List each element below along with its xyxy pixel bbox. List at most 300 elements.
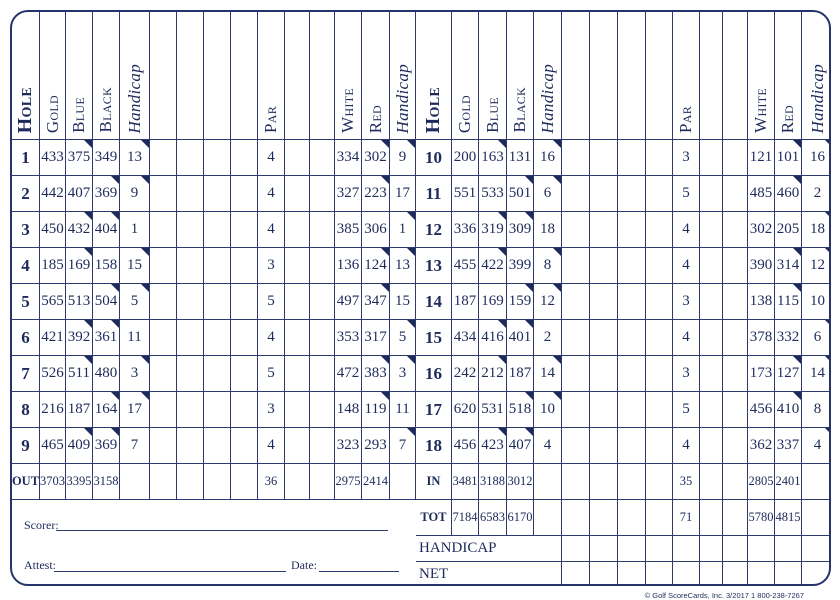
front-r3-c6[interactable] <box>177 248 204 284</box>
front-r7-c6[interactable] <box>177 392 204 428</box>
back-hole-cell <box>416 140 452 176</box>
attest-line[interactable] <box>54 571 286 572</box>
back-r2-c8[interactable] <box>646 212 673 248</box>
net-row-cell[interactable] <box>748 562 775 586</box>
back-header-14 <box>802 12 831 140</box>
front-hole-cell-text: 4 <box>21 255 30 275</box>
back-r10-c11[interactable] <box>723 500 748 536</box>
back-r7-c13-text: 410 <box>776 401 800 417</box>
front-r4-c7[interactable] <box>204 284 231 320</box>
front-hole-cell <box>12 248 40 284</box>
back-r7-c6[interactable] <box>590 392 618 428</box>
back-r4-c4-text: 12 <box>540 293 555 309</box>
back-r3-c13 <box>775 248 802 284</box>
back-header-13 <box>775 12 802 140</box>
back-r6-c12-text: 173 <box>749 365 773 381</box>
front-r4-c5[interactable] <box>150 284 177 320</box>
back-r5-c10[interactable] <box>700 320 723 356</box>
back-r10-c6[interactable] <box>590 500 618 536</box>
front-r5-c7[interactable] <box>204 320 231 356</box>
back-r0-c4 <box>534 140 562 176</box>
front-r2-c14 <box>390 212 416 248</box>
front-r4-c10[interactable] <box>285 284 310 320</box>
net-row-cell[interactable] <box>775 562 802 586</box>
back-r4-c12-text: 138 <box>749 293 773 309</box>
back-r3-c7[interactable] <box>618 248 646 284</box>
front-r9-c11[interactable] <box>310 464 335 500</box>
back-r7-c14-text: 8 <box>813 401 822 417</box>
front-r0-c11[interactable] <box>310 140 335 176</box>
back-r9-c11[interactable] <box>723 464 748 500</box>
front-r6-c3 <box>93 356 120 392</box>
front-r5-c12-text: 353 <box>336 329 360 345</box>
front-r3-c12 <box>335 248 362 284</box>
back-r1-c6[interactable] <box>590 176 618 212</box>
front-r1-c9-text: 4 <box>267 185 275 201</box>
front-r1-c13 <box>362 176 390 212</box>
front-r0-c8[interactable] <box>231 140 258 176</box>
front-r1-c10[interactable] <box>285 176 310 212</box>
front-r4-c9 <box>258 284 285 320</box>
back-r7-c5[interactable] <box>562 392 590 428</box>
front-r4-c3 <box>93 284 120 320</box>
stroke-marker-icon <box>381 356 389 364</box>
back-r6-c14-text: 14 <box>810 365 825 381</box>
back-r3-c11[interactable] <box>723 248 748 284</box>
front-r2-c8[interactable] <box>231 212 258 248</box>
back-r4-c2 <box>479 284 507 320</box>
back-r6-c8[interactable] <box>646 356 673 392</box>
back-r1-c7[interactable] <box>618 176 646 212</box>
stroke-marker-icon <box>84 140 92 148</box>
front-r3-c4 <box>120 248 150 284</box>
front-r9-c10[interactable] <box>285 464 310 500</box>
stroke-marker-icon <box>525 284 533 292</box>
handicap-row-cell[interactable] <box>802 536 831 562</box>
front-header-10 <box>285 12 310 140</box>
back-r8-c4 <box>534 428 562 464</box>
back-r10-c10[interactable] <box>700 500 723 536</box>
front-r2-c3-text: 404 <box>94 221 118 237</box>
stroke-marker-icon <box>407 248 415 256</box>
back-r7-c4 <box>534 392 562 428</box>
front-r0-c12 <box>335 140 362 176</box>
front-r8-c6[interactable] <box>177 428 204 464</box>
net-row-cell[interactable] <box>590 562 618 586</box>
stroke-marker-icon <box>825 248 831 256</box>
back-r3-c8[interactable] <box>646 248 673 284</box>
front-r7-c8[interactable] <box>231 392 258 428</box>
handicap-row-cell[interactable] <box>673 536 700 562</box>
back-r4-c11[interactable] <box>723 284 748 320</box>
handicap-row-cell[interactable] <box>618 536 646 562</box>
front-hole-cell-text: 3 <box>21 219 30 239</box>
stroke-marker-icon <box>498 320 506 328</box>
back-r9-c9 <box>673 464 700 500</box>
back-r10-c5[interactable] <box>562 500 590 536</box>
back-r9-c2 <box>479 464 507 500</box>
net-row-cell[interactable] <box>646 562 673 586</box>
front-r6-c13 <box>362 356 390 392</box>
back-r7-c1 <box>452 392 479 428</box>
stroke-marker-icon <box>84 356 92 364</box>
back-r7-c8[interactable] <box>646 392 673 428</box>
handicap-row-cell[interactable] <box>723 536 748 562</box>
front-r8-c2 <box>66 428 93 464</box>
back-r9-c1 <box>452 464 479 500</box>
front-r7-c14-text: 11 <box>395 401 410 417</box>
stroke-marker-icon <box>498 248 506 256</box>
front-r1-c5[interactable] <box>150 176 177 212</box>
back-r3-c4-text: 8 <box>543 257 552 273</box>
back-r9-c14[interactable] <box>802 464 831 500</box>
back-r9-c7[interactable] <box>618 464 646 500</box>
back-r3-c5[interactable] <box>562 248 590 284</box>
front-r6-c12-text: 472 <box>336 365 360 381</box>
back-r5-c3 <box>507 320 534 356</box>
front-r1-c4 <box>120 176 150 212</box>
front-r5-c6[interactable] <box>177 320 204 356</box>
back-r9-c6[interactable] <box>590 464 618 500</box>
back-r1-c3-text: 501 <box>508 185 532 201</box>
front-r8-c3-text: 369 <box>94 437 118 453</box>
back-r0-c11[interactable] <box>723 140 748 176</box>
back-r4-c13 <box>775 284 802 320</box>
front-r1-c6[interactable] <box>177 176 204 212</box>
front-r7-c9-text: 3 <box>267 401 275 417</box>
back-r8-c3 <box>507 428 534 464</box>
front-r3-c8[interactable] <box>231 248 258 284</box>
back-r4-c6[interactable] <box>590 284 618 320</box>
back-hole-cell-text: 12 <box>425 219 442 239</box>
back-r2-c6[interactable] <box>590 212 618 248</box>
front-header-5 <box>150 12 177 140</box>
back-r8-c8[interactable] <box>646 428 673 464</box>
front-r4-c9-text: 5 <box>267 293 275 309</box>
front-r1-c8[interactable] <box>231 176 258 212</box>
back-r7-c11[interactable] <box>723 392 748 428</box>
back-r7-c2 <box>479 392 507 428</box>
back-r9-c5[interactable] <box>562 464 590 500</box>
stroke-marker-icon <box>498 140 506 148</box>
stroke-marker-icon <box>553 140 561 148</box>
back-r5-c1 <box>452 320 479 356</box>
front-header-3 <box>93 12 120 140</box>
net-row-cell[interactable] <box>723 562 748 586</box>
front-r9-c13-text: 2414 <box>363 474 388 488</box>
front-r1-c7[interactable] <box>204 176 231 212</box>
front-r2-c7[interactable] <box>204 212 231 248</box>
front-r8-c11[interactable] <box>310 428 335 464</box>
back-r6-c10[interactable] <box>700 356 723 392</box>
front-r9-c13 <box>362 464 390 500</box>
front-r0-c9-text: 4 <box>267 149 275 165</box>
front-r2-c9 <box>258 212 285 248</box>
handicap-row-cell[interactable] <box>562 536 590 562</box>
front-r0-c10[interactable] <box>285 140 310 176</box>
front-r6-c13-text: 383 <box>364 365 387 381</box>
front-r6-c2 <box>66 356 93 392</box>
front-r7-c13-text: 119 <box>364 401 387 417</box>
front-r3-c7[interactable] <box>204 248 231 284</box>
back-r5-c11[interactable] <box>723 320 748 356</box>
front-hole-cell <box>12 356 40 392</box>
back-r6-c9-text: 3 <box>682 365 690 381</box>
scorer-line[interactable] <box>56 530 388 531</box>
front-r9-c5[interactable] <box>150 464 177 500</box>
back-r5-c8[interactable] <box>646 320 673 356</box>
back-r3-c10[interactable] <box>700 248 723 284</box>
front-r9-c4[interactable] <box>120 464 150 500</box>
front-r7-c10[interactable] <box>285 392 310 428</box>
back-header-8 <box>646 12 673 140</box>
back-r2-c12-text: 302 <box>749 221 773 237</box>
back-r9-c10[interactable] <box>700 464 723 500</box>
front-r9-c14[interactable] <box>390 464 416 500</box>
front-header-6 <box>177 12 204 140</box>
front-hole-cell <box>12 428 40 464</box>
front-r2-c6[interactable] <box>177 212 204 248</box>
front-header-9 <box>258 12 285 140</box>
back-r6-c5[interactable] <box>562 356 590 392</box>
front-r0-c3-text: 349 <box>94 149 118 165</box>
front-r7-c4-text: 17 <box>127 401 142 417</box>
back-header-4 <box>534 12 562 140</box>
back-r8-c7[interactable] <box>618 428 646 464</box>
net-row-cell[interactable] <box>673 562 700 586</box>
stroke-marker-icon <box>793 140 801 148</box>
front-r9-c8[interactable] <box>231 464 258 500</box>
back-r4-c1 <box>452 284 479 320</box>
front-r2-c1 <box>40 212 66 248</box>
net-row-cell[interactable] <box>700 562 723 586</box>
back-r1-c10[interactable] <box>700 176 723 212</box>
stroke-marker-icon <box>111 212 119 220</box>
front-r2-c5[interactable] <box>150 212 177 248</box>
back-r6-c2-text: 212 <box>481 365 504 381</box>
front-header-1 <box>40 12 66 140</box>
front-r9-c3-text: 3158 <box>93 474 119 488</box>
front-r9-c7[interactable] <box>204 464 231 500</box>
front-r7-c11[interactable] <box>310 392 335 428</box>
front-r7-c3-text: 164 <box>94 401 118 417</box>
front-r4-c2 <box>66 284 93 320</box>
front-r5-c11[interactable] <box>310 320 335 356</box>
front-r0-c6[interactable] <box>177 140 204 176</box>
stroke-marker-icon <box>793 248 801 256</box>
back-r5-c6[interactable] <box>590 320 618 356</box>
front-r6-c5[interactable] <box>150 356 177 392</box>
back-r2-c11[interactable] <box>723 212 748 248</box>
front-r2-c11[interactable] <box>310 212 335 248</box>
handicap-row-cell[interactable] <box>700 536 723 562</box>
handicap-row-cell[interactable] <box>590 536 618 562</box>
front-r7-c7[interactable] <box>204 392 231 428</box>
back-r6-c7[interactable] <box>618 356 646 392</box>
date-line[interactable] <box>319 571 399 572</box>
back-r1-c11[interactable] <box>723 176 748 212</box>
back-r7-c10[interactable] <box>700 392 723 428</box>
front-r4-c11[interactable] <box>310 284 335 320</box>
back-r10-c1-text: 7184 <box>452 510 478 524</box>
front-r5-c5[interactable] <box>150 320 177 356</box>
back-r3-c9 <box>673 248 700 284</box>
back-r0-c12-text: 121 <box>749 149 773 165</box>
front-r3-c10[interactable] <box>285 248 310 284</box>
back-header-0-text: Hole <box>422 86 444 133</box>
back-r2-c10[interactable] <box>700 212 723 248</box>
front-r8-c10[interactable] <box>285 428 310 464</box>
net-row-cell[interactable] <box>802 562 831 586</box>
back-r4-c5[interactable] <box>562 284 590 320</box>
front-hole-cell-text: OUT <box>11 474 40 488</box>
back-hole-cell-text: 11 <box>425 183 442 203</box>
front-r6-c7[interactable] <box>204 356 231 392</box>
back-r5-c7[interactable] <box>618 320 646 356</box>
back-r3-c6[interactable] <box>590 248 618 284</box>
back-r4-c14 <box>802 284 831 320</box>
front-r5-c3-text: 361 <box>94 329 118 345</box>
front-r6-c11[interactable] <box>310 356 335 392</box>
back-r4-c1-text: 187 <box>453 293 477 309</box>
back-r2-c9-text: 4 <box>682 221 690 237</box>
front-r0-c13 <box>362 140 390 176</box>
net-row-cell[interactable] <box>562 562 590 586</box>
front-r1-c12 <box>335 176 362 212</box>
front-r0-c4-text: 13 <box>127 149 142 165</box>
back-r7-c7[interactable] <box>618 392 646 428</box>
front-r3-c11[interactable] <box>310 248 335 284</box>
back-r6-c6[interactable] <box>590 356 618 392</box>
front-r8-c7[interactable] <box>204 428 231 464</box>
back-r10-c7[interactable] <box>618 500 646 536</box>
back-r9-c4[interactable] <box>534 464 562 500</box>
front-r6-c2-text: 511 <box>68 365 90 381</box>
stroke-marker-icon <box>84 428 92 436</box>
front-r1-c11[interactable] <box>310 176 335 212</box>
back-r4-c14-text: 10 <box>810 293 825 309</box>
front-r8-c5[interactable] <box>150 428 177 464</box>
front-r7-c1-text: 216 <box>41 401 64 417</box>
back-r10-c4[interactable] <box>534 500 562 536</box>
back-hole-cell-text: 16 <box>425 363 442 383</box>
front-r3-c5[interactable] <box>150 248 177 284</box>
front-r0-c1-text: 433 <box>41 149 64 165</box>
back-r1-c5[interactable] <box>562 176 590 212</box>
front-header-4-text: Handicap <box>124 63 144 133</box>
back-r0-c6[interactable] <box>590 140 618 176</box>
front-r0-c4 <box>120 140 150 176</box>
back-r8-c6[interactable] <box>590 428 618 464</box>
back-r0-c1 <box>452 140 479 176</box>
back-r4-c7[interactable] <box>618 284 646 320</box>
back-r4-c9 <box>673 284 700 320</box>
handicap-row-cell[interactable] <box>646 536 673 562</box>
back-r10-c14[interactable] <box>802 500 831 536</box>
back-r8-c12-text: 362 <box>749 437 773 453</box>
back-r8-c11[interactable] <box>723 428 748 464</box>
back-r0-c7[interactable] <box>618 140 646 176</box>
front-r4-c8[interactable] <box>231 284 258 320</box>
front-r0-c5[interactable] <box>150 140 177 176</box>
front-r4-c1-text: 565 <box>41 293 64 309</box>
back-r8-c5[interactable] <box>562 428 590 464</box>
back-r0-c10[interactable] <box>700 140 723 176</box>
back-r2-c12 <box>748 212 775 248</box>
back-r9-c1-text: 3481 <box>452 474 478 488</box>
back-r9-c8[interactable] <box>646 464 673 500</box>
front-header-8 <box>231 12 258 140</box>
back-r5-c5[interactable] <box>562 320 590 356</box>
front-r2-c4 <box>120 212 150 248</box>
back-r8-c10[interactable] <box>700 428 723 464</box>
front-r4-c14 <box>390 284 416 320</box>
handicap-row-cell[interactable] <box>748 536 775 562</box>
back-r10-c13 <box>775 500 802 536</box>
back-r10-c8[interactable] <box>646 500 673 536</box>
front-r6-c9-text: 5 <box>267 365 275 381</box>
back-r7-c1-text: 620 <box>453 401 477 417</box>
back-r8-c14 <box>802 428 831 464</box>
front-r7-c5[interactable] <box>150 392 177 428</box>
front-r3-c9-text: 3 <box>267 257 275 273</box>
front-r4-c6[interactable] <box>177 284 204 320</box>
front-r5-c8[interactable] <box>231 320 258 356</box>
front-r5-c10[interactable] <box>285 320 310 356</box>
back-r4-c10[interactable] <box>700 284 723 320</box>
front-r6-c8[interactable] <box>231 356 258 392</box>
stroke-marker-icon <box>498 356 506 364</box>
back-r1-c8[interactable] <box>646 176 673 212</box>
back-r3-c13-text: 314 <box>776 257 800 273</box>
stroke-marker-icon <box>381 284 389 292</box>
back-r8-c13-text: 337 <box>776 437 800 453</box>
front-r5-c2-text: 392 <box>67 329 91 345</box>
back-r0-c8[interactable] <box>646 140 673 176</box>
stroke-marker-icon <box>825 428 831 436</box>
back-r4-c8[interactable] <box>646 284 673 320</box>
back-header-2 <box>479 12 507 140</box>
back-r0-c13 <box>775 140 802 176</box>
back-r6-c3 <box>507 356 534 392</box>
stroke-marker-icon <box>381 140 389 148</box>
front-r0-c3 <box>93 140 120 176</box>
handicap-row-label-text: HANDICAP <box>419 540 497 556</box>
stroke-marker-icon <box>407 356 415 364</box>
handicap-row-cell[interactable] <box>775 536 802 562</box>
back-r6-c11[interactable] <box>723 356 748 392</box>
back-r0-c5[interactable] <box>562 140 590 176</box>
front-r9-c6[interactable] <box>177 464 204 500</box>
handicap-row-label <box>416 536 562 562</box>
back-r2-c5[interactable] <box>562 212 590 248</box>
back-header-5 <box>562 12 590 140</box>
front-r2-c10[interactable] <box>285 212 310 248</box>
stroke-marker-icon <box>793 392 801 400</box>
back-r2-c7[interactable] <box>618 212 646 248</box>
back-r1-c9 <box>673 176 700 212</box>
net-row-cell[interactable] <box>618 562 646 586</box>
front-r5-c3 <box>93 320 120 356</box>
front-r6-c6[interactable] <box>177 356 204 392</box>
front-r8-c8[interactable] <box>231 428 258 464</box>
front-r0-c7[interactable] <box>204 140 231 176</box>
front-r5-c12 <box>335 320 362 356</box>
front-r5-c1-text: 421 <box>41 329 64 345</box>
back-r1-c12 <box>748 176 775 212</box>
front-r6-c10[interactable] <box>285 356 310 392</box>
front-hole-cell-text: 1 <box>21 147 30 167</box>
